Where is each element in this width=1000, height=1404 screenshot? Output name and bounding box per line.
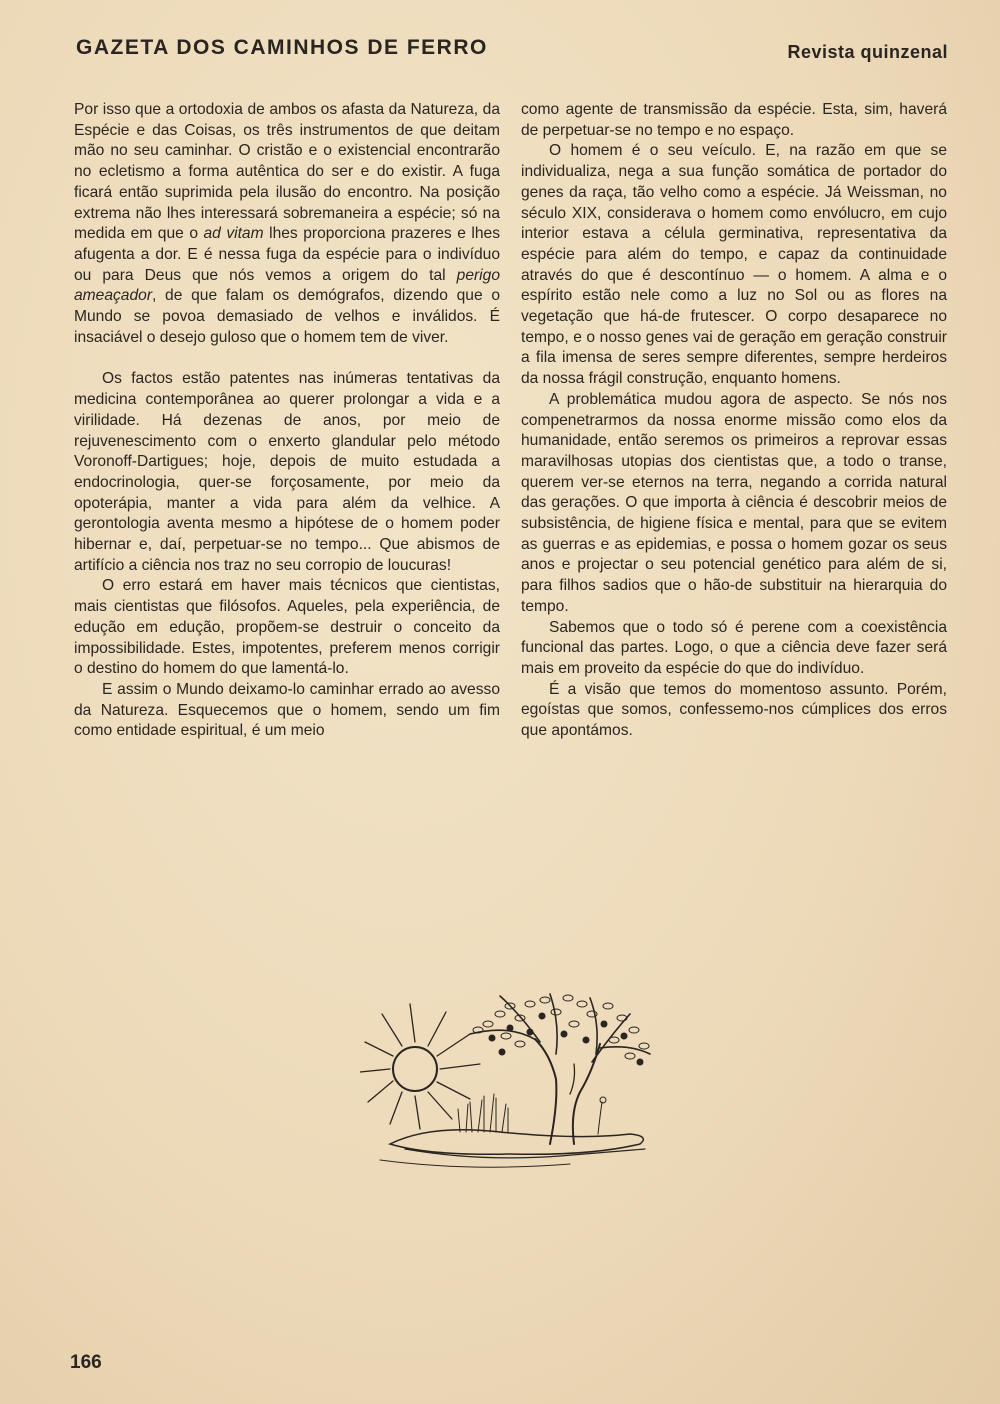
publication-subtitle: Revista quinzenal bbox=[787, 42, 948, 62]
text-run: Por isso que a ortodoxia de ambos os afasta da Natureza, da Espécie e das Coisas, os três instrumentos de que deitam mão no seu caminhar. O cristão e o existencial encontrarão no ecletismo a forma autêntica do ser e do existir. A fuga ficará então suprimida pela ilusão do encontro. Na posição extrema não lhes interessará sobremaneira a espécie; só na medida em que o bbox=[74, 101, 500, 243]
paragraph: Os factos estão patentes nas inúmeras tentativas da medicina contemporânea ao querer prolongar a vida e a virilidade. Há dezenas de anos, por meio de rejuvenescimento com o enxerto glandular pelo método Voronoff-Dartigues; hoje, depois de muito estudada a endocrinologia, quer-se forçosamente, por meio da opoterápia, manter a vida para além da velhice. A gerontologia aventa mesmo a hipótese de o homem poder hibernar e, daí, perpetuar-se no tempo... Que abismos de artifício a ciência nos traz no seu corropio de loucuras! bbox=[74, 370, 500, 574]
paragraph bbox=[74, 100, 500, 348]
paragraph: O erro estará em haver mais técnicos que cientistas, mais cientistas que filósofos. Aqueles, pela experiência, de edução em edução, propõem-se destruir o conceito da impossibilidade. Estes, impotentes, preferem menos corrigir o destino do homem do que lamentá-lo. bbox=[74, 577, 500, 678]
right-column bbox=[521, 100, 947, 742]
text-run: , de que falam os demógrafos, dizendo que o Mundo se povoa demasiado de velhos e inválidos. É insaciável o desejo guloso que o homem tem de viver. bbox=[74, 287, 500, 346]
paragraph: E assim o Mundo deixamo-lo caminhar errado ao avesso da Natureza. Esquecemos que o homem, sendo um fim como entidade espiritual, é um meio bbox=[74, 680, 500, 740]
left-column bbox=[74, 100, 500, 742]
paragraph: O homem é o seu veículo. E, na razão em que se individualiza, nega a sua função somática de portador do genes da raça, tão velho como a espécie. Já Weissman, no século XIX, considerava o homem como envólucro, em cujo interior estava a célula germinativa, representativa da espécie para além do tempo, e capaz da continuidade através do que é descontínuo — o homem. A alma e o espírito estão nele como a luz no Sol ou as flores na vegetação que há-de frutescer. O corpo desaparece no tempo, e o nosso genes vai de geração em geração construir a fila imensa de seres sempre diferentes, sempre herdeiros da nossa frágil construção, enquanto homens. bbox=[521, 142, 947, 388]
publication-title: GAZETA DOS CAMINHOS DE FERRO bbox=[76, 36, 488, 59]
page-number: 166 bbox=[70, 1352, 102, 1373]
paragraph: A problemática mudou agora de aspecto. Se nós nos compenetrarmos da nossa enorme missão como elos da humanidade, então seremos os primeiros a reprovar essas maravilhosas utopias dos cientistas que, a todo o transe, querem ver-se eternos na terra, negando a corrida natural das gerações. O que importa à ciência é descobrir meios de subsistência, de higiene física e mental, para que se evitem as guerras e as epidemias, e possa o homem gozar os seus anos e projectar o seu potencial genético para além de si, para filhos sadios que o hão-de substituir na hierarquia do tempo. bbox=[521, 390, 947, 615]
italic-phrase: ad vitam bbox=[203, 225, 264, 243]
text-run: lhes proporciona prazeres e lhes afugenta a dor. E é nessa fuga da espécie para o indivíduo ou para Deus que nós vemos a origem do tal bbox=[74, 225, 501, 284]
paragraph: como agente de transmissão da espécie. Esta, sim, haverá de perpetuar-se no tempo e no espaço. bbox=[521, 101, 947, 139]
paragraph: Sabemos que o todo só é perene com a coexistência funcional das partes. Logo, o que a ciência deve fazer será mais em proveito da espécie do que do indivíduo. bbox=[521, 618, 947, 677]
paragraph: É a visão que temos do momentoso assunto. Porém, egoístas que somos, confessemo-nos cúmplices dos erros que apontámos. bbox=[521, 680, 947, 740]
sun-and-tree-drawing-icon bbox=[360, 984, 660, 1174]
italic-phrase: perigo ameaçador bbox=[74, 266, 500, 305]
